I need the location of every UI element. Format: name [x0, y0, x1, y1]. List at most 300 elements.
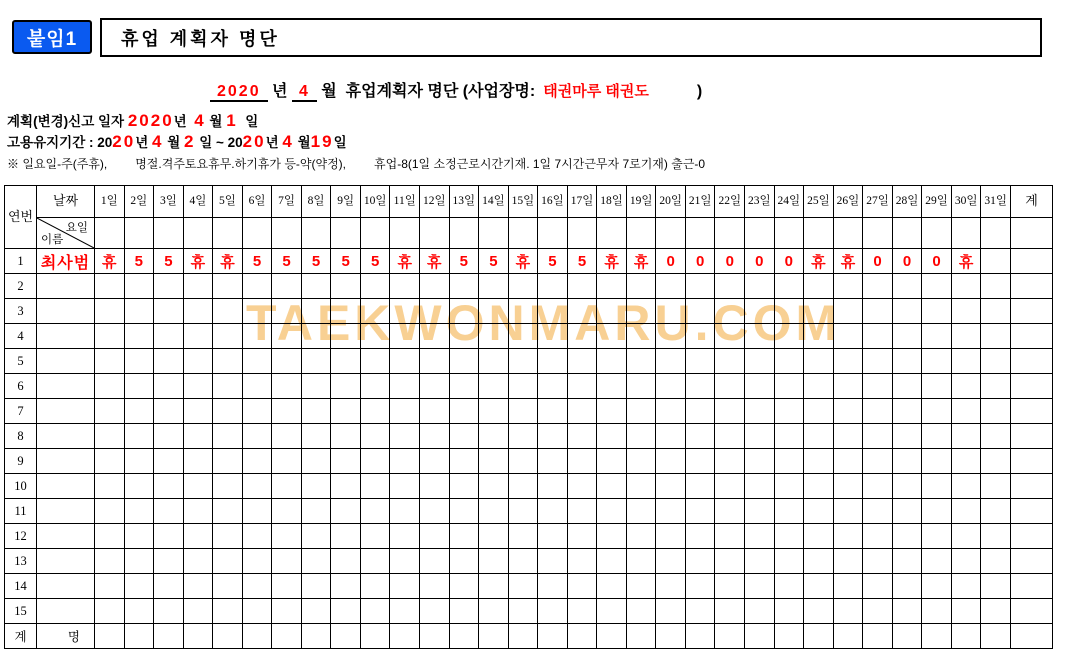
- day-value-cell: [685, 374, 715, 399]
- weekday-cell: [685, 218, 715, 249]
- day-value-cell: [922, 424, 952, 449]
- employee-name: [37, 524, 95, 549]
- day-value-cell: [567, 474, 597, 499]
- day-value-cell: [567, 449, 597, 474]
- table-row: [5, 399, 1053, 424]
- day-value-cell: [656, 549, 686, 574]
- day-value-cell: [360, 324, 390, 349]
- total-day-cell: [508, 624, 538, 649]
- total-day-cell: [863, 624, 893, 649]
- day-value-cell: [685, 499, 715, 524]
- day-value-cell: 0: [745, 249, 775, 274]
- day-value-cell: [360, 549, 390, 574]
- day-value-cell: [360, 524, 390, 549]
- day-value-cell: [420, 274, 450, 299]
- day-value-cell: [213, 324, 243, 349]
- day-value-cell: [479, 424, 509, 449]
- day-value-cell: 휴: [95, 249, 125, 274]
- day-value-cell: [154, 274, 184, 299]
- header-day-17: 17일: [567, 186, 597, 218]
- day-value-cell: [567, 524, 597, 549]
- day-value-cell: 5: [272, 249, 302, 274]
- employee-name: [37, 274, 95, 299]
- weekday-cell: [951, 218, 981, 249]
- day-value-cell: [331, 499, 361, 524]
- day-value-cell: [124, 524, 154, 549]
- row-number: 13: [5, 549, 37, 574]
- day-value-cell: [213, 424, 243, 449]
- weekday-cell: [331, 218, 361, 249]
- day-value-cell: [597, 549, 627, 574]
- day-value-cell: [213, 524, 243, 549]
- watermark: TAEKWONMARU.COM: [246, 295, 842, 351]
- day-value-cell: [154, 399, 184, 424]
- day-value-cell: [242, 324, 272, 349]
- day-value-cell: [213, 349, 243, 374]
- header-day-18: 18일: [597, 186, 627, 218]
- header-day-2: 2일: [124, 186, 154, 218]
- header-day-26: 26일: [833, 186, 863, 218]
- day-value-cell: [183, 574, 213, 599]
- main-title-year: 2020: [210, 83, 268, 102]
- day-value-cell: [626, 399, 656, 424]
- day-value-cell: [479, 599, 509, 624]
- day-value-cell: [567, 374, 597, 399]
- day-value-cell: [301, 274, 331, 299]
- weekday-cell: [804, 218, 834, 249]
- total-day-cell: [242, 624, 272, 649]
- total-day-cell: [597, 624, 627, 649]
- day-value-cell: [922, 549, 952, 574]
- day-value-cell: [892, 399, 922, 424]
- day-value-cell: [154, 574, 184, 599]
- day-value-cell: [597, 299, 627, 324]
- day-value-cell: [420, 524, 450, 549]
- day-value-cell: [981, 299, 1011, 324]
- weekday-cell: [892, 218, 922, 249]
- day-value-cell: [804, 374, 834, 399]
- weekday-cell: [272, 218, 302, 249]
- table-row: [5, 299, 1053, 324]
- total-day-cell: [301, 624, 331, 649]
- day-value-cell: [892, 549, 922, 574]
- day-value-cell: [479, 474, 509, 499]
- day-value-cell: 휴: [508, 249, 538, 274]
- day-value-cell: [833, 524, 863, 549]
- day-value-cell: [272, 599, 302, 624]
- row-total-cell: [1011, 549, 1053, 574]
- row-total-cell: [1011, 499, 1053, 524]
- day-value-cell: [715, 399, 745, 424]
- day-value-cell: [390, 324, 420, 349]
- day-value-cell: [715, 474, 745, 499]
- day-value-cell: [656, 324, 686, 349]
- day-value-cell: [656, 499, 686, 524]
- header-day-4: 4일: [183, 186, 213, 218]
- day-value-cell: [597, 574, 627, 599]
- day-value-cell: [567, 499, 597, 524]
- day-value-cell: [597, 474, 627, 499]
- report-month-suffix: 월: [205, 114, 227, 129]
- day-value-cell: [774, 599, 804, 624]
- day-value-cell: [804, 499, 834, 524]
- day-value-cell: [892, 449, 922, 474]
- day-value-cell: [124, 449, 154, 474]
- day-value-cell: [331, 324, 361, 349]
- row-total-cell: [1011, 399, 1053, 424]
- day-value-cell: [420, 374, 450, 399]
- weekday-cell: [597, 218, 627, 249]
- day-value-cell: [183, 274, 213, 299]
- day-value-cell: [715, 324, 745, 349]
- day-value-cell: [922, 374, 952, 399]
- day-value-cell: [597, 524, 627, 549]
- weekday-cell: [626, 218, 656, 249]
- employee-name: [37, 549, 95, 574]
- day-value-cell: [951, 549, 981, 574]
- day-value-cell: 5: [538, 249, 568, 274]
- day-value-cell: [951, 349, 981, 374]
- day-value-cell: [360, 399, 390, 424]
- day-value-cell: [715, 374, 745, 399]
- header-day-3: 3일: [154, 186, 184, 218]
- day-value-cell: [745, 549, 775, 574]
- day-value-cell: [301, 574, 331, 599]
- day-value-cell: [538, 299, 568, 324]
- header-day-16: 16일: [538, 186, 568, 218]
- day-value-cell: [685, 599, 715, 624]
- day-value-cell: [804, 299, 834, 324]
- day-value-cell: [804, 474, 834, 499]
- total-day-cell: [479, 624, 509, 649]
- total-day-cell: [715, 624, 745, 649]
- weekday-cell: [863, 218, 893, 249]
- day-value-cell: [538, 599, 568, 624]
- day-value-cell: [833, 399, 863, 424]
- weekday-cell: [745, 218, 775, 249]
- day-value-cell: [213, 399, 243, 424]
- day-value-cell: [951, 299, 981, 324]
- weekday-cell: [154, 218, 184, 249]
- day-value-cell: [95, 449, 125, 474]
- day-value-cell: [656, 599, 686, 624]
- row-number: 8: [5, 424, 37, 449]
- name-label: 이름: [41, 234, 64, 246]
- day-value-cell: [124, 274, 154, 299]
- day-value-cell: [597, 349, 627, 374]
- employee-name: [37, 449, 95, 474]
- day-value-cell: [390, 549, 420, 574]
- weekday-cell: [242, 218, 272, 249]
- day-value-cell: [213, 374, 243, 399]
- day-value-cell: [833, 349, 863, 374]
- day-value-cell: [981, 374, 1011, 399]
- day-value-cell: [183, 499, 213, 524]
- day-value-cell: [597, 374, 627, 399]
- period-sy-suffix: 년: [135, 135, 152, 150]
- weekday-cell: [479, 218, 509, 249]
- day-value-cell: [685, 274, 715, 299]
- total-day-cell: [745, 624, 775, 649]
- day-value-cell: [213, 574, 243, 599]
- day-value-cell: 0: [715, 249, 745, 274]
- day-value-cell: [508, 299, 538, 324]
- day-value-cell: [567, 549, 597, 574]
- day-value-cell: [272, 499, 302, 524]
- day-value-cell: [745, 274, 775, 299]
- total-day-cell: [124, 624, 154, 649]
- day-value-cell: 5: [301, 249, 331, 274]
- day-value-cell: [626, 299, 656, 324]
- total-day-cell: [420, 624, 450, 649]
- day-value-cell: [449, 299, 479, 324]
- day-value-cell: [508, 449, 538, 474]
- row-total-cell: [1011, 574, 1053, 599]
- doc-title: 휴업 계획자 명단: [121, 28, 280, 49]
- row-number: 11: [5, 499, 37, 524]
- day-value-cell: [715, 549, 745, 574]
- day-value-cell: [715, 574, 745, 599]
- row-total-cell: [1011, 474, 1053, 499]
- day-value-cell: [301, 349, 331, 374]
- day-value-cell: [863, 449, 893, 474]
- day-value-cell: 5: [449, 249, 479, 274]
- day-value-cell: [183, 299, 213, 324]
- day-value-cell: 5: [360, 249, 390, 274]
- day-value-cell: [833, 299, 863, 324]
- day-value-cell: [301, 524, 331, 549]
- day-value-cell: [95, 524, 125, 549]
- day-value-cell: [833, 474, 863, 499]
- day-value-cell: [508, 399, 538, 424]
- table-row: [5, 449, 1053, 474]
- day-value-cell: [685, 549, 715, 574]
- day-value-cell: [95, 549, 125, 574]
- day-value-cell: [626, 374, 656, 399]
- period-start-month: 4: [151, 132, 164, 151]
- day-value-cell: [242, 499, 272, 524]
- day-value-cell: [479, 324, 509, 349]
- day-value-cell: [95, 399, 125, 424]
- weekday-cell: [656, 218, 686, 249]
- day-value-cell: [804, 549, 834, 574]
- day-value-cell: [301, 424, 331, 449]
- day-value-cell: 휴: [183, 249, 213, 274]
- day-value-cell: [479, 374, 509, 399]
- day-value-cell: 휴: [213, 249, 243, 274]
- day-value-cell: [685, 524, 715, 549]
- header-day-21: 21일: [685, 186, 715, 218]
- period-label: 고용유지기간 : 20: [7, 135, 113, 150]
- day-value-cell: [331, 574, 361, 599]
- day-value-cell: [213, 449, 243, 474]
- weekday-cell: [360, 218, 390, 249]
- day-value-cell: [626, 424, 656, 449]
- day-value-cell: [567, 574, 597, 599]
- day-value-cell: [449, 274, 479, 299]
- day-value-cell: [626, 274, 656, 299]
- day-value-cell: 0: [892, 249, 922, 274]
- day-value-cell: [449, 499, 479, 524]
- day-value-cell: [656, 574, 686, 599]
- day-value-cell: [213, 274, 243, 299]
- day-value-cell: [508, 574, 538, 599]
- row-total-cell: [1011, 599, 1053, 624]
- header-day-23: 23일: [745, 186, 775, 218]
- report-label: 계획(변경)신고 일자: [7, 114, 128, 129]
- day-value-cell: 0: [774, 249, 804, 274]
- day-value-cell: [301, 474, 331, 499]
- day-value-cell: [863, 349, 893, 374]
- day-value-cell: [242, 399, 272, 424]
- day-value-cell: [360, 599, 390, 624]
- day-value-cell: [272, 349, 302, 374]
- day-value-cell: [922, 599, 952, 624]
- row-number: 3: [5, 299, 37, 324]
- day-value-cell: [154, 524, 184, 549]
- day-value-cell: [656, 449, 686, 474]
- day-value-cell: [804, 524, 834, 549]
- day-value-cell: [449, 399, 479, 424]
- day-value-cell: [272, 574, 302, 599]
- day-value-cell: [626, 324, 656, 349]
- day-value-cell: [508, 349, 538, 374]
- total-day-cell: [390, 624, 420, 649]
- day-value-cell: [272, 324, 302, 349]
- day-value-cell: [774, 499, 804, 524]
- day-value-cell: [154, 299, 184, 324]
- business-name: 태권마루 태권도: [543, 83, 649, 100]
- day-value-cell: [124, 474, 154, 499]
- weekday-cell: [183, 218, 213, 249]
- total-day-cell: [567, 624, 597, 649]
- day-value-cell: [360, 424, 390, 449]
- day-value-cell: [390, 474, 420, 499]
- day-value-cell: [656, 474, 686, 499]
- day-value-cell: [745, 499, 775, 524]
- header-day-29: 29일: [922, 186, 952, 218]
- employee-name: [37, 399, 95, 424]
- row-number: 5: [5, 349, 37, 374]
- day-value-cell: [774, 324, 804, 349]
- day-value-cell: [360, 474, 390, 499]
- day-value-cell: [922, 274, 952, 299]
- day-value-cell: [508, 374, 538, 399]
- day-value-cell: [656, 274, 686, 299]
- table-row: [5, 349, 1053, 374]
- day-value-cell: [863, 324, 893, 349]
- day-value-cell: [626, 574, 656, 599]
- day-value-cell: [272, 424, 302, 449]
- report-month: 4: [194, 111, 206, 130]
- header-day-31: 31일: [981, 186, 1011, 218]
- day-value-cell: [154, 424, 184, 449]
- report-day: 1: [226, 111, 238, 130]
- day-value-cell: [272, 474, 302, 499]
- day-value-cell: [360, 499, 390, 524]
- weekday-cell: [715, 218, 745, 249]
- name-weekday-cell: [37, 218, 95, 249]
- total-day-cell: [951, 624, 981, 649]
- weekday-cell: [95, 218, 125, 249]
- day-value-cell: [715, 299, 745, 324]
- day-value-cell: [863, 299, 893, 324]
- day-value-cell: [774, 399, 804, 424]
- employee-name: [37, 374, 95, 399]
- day-value-cell: 5: [242, 249, 272, 274]
- day-value-cell: [892, 299, 922, 324]
- day-value-cell: [449, 474, 479, 499]
- day-value-cell: [981, 349, 1011, 374]
- day-value-cell: [656, 374, 686, 399]
- day-value-cell: [597, 599, 627, 624]
- period-end-year: 20: [242, 132, 266, 151]
- weekday-cell: [508, 218, 538, 249]
- day-value-cell: 휴: [804, 249, 834, 274]
- total-day-cell: [213, 624, 243, 649]
- day-value-cell: [154, 599, 184, 624]
- day-value-cell: [124, 574, 154, 599]
- employee-name: [37, 324, 95, 349]
- day-value-cell: [95, 299, 125, 324]
- day-value-cell: [95, 374, 125, 399]
- table-row: [5, 474, 1053, 499]
- day-value-cell: [390, 299, 420, 324]
- day-value-cell: [301, 299, 331, 324]
- day-value-cell: [951, 449, 981, 474]
- day-value-cell: [685, 399, 715, 424]
- day-value-cell: [331, 424, 361, 449]
- day-value-cell: [745, 324, 775, 349]
- main-title-paren: ): [696, 83, 703, 100]
- day-value-cell: [863, 424, 893, 449]
- day-value-cell: [951, 499, 981, 524]
- header-day-19: 19일: [626, 186, 656, 218]
- day-value-cell: [479, 299, 509, 324]
- day-value-cell: [360, 449, 390, 474]
- day-value-cell: [951, 424, 981, 449]
- day-value-cell: [420, 399, 450, 424]
- day-value-cell: [892, 474, 922, 499]
- day-value-cell: [981, 574, 1011, 599]
- employee-name: [37, 299, 95, 324]
- day-value-cell: [242, 574, 272, 599]
- legend-sunday: ※ 일요일-주(주휴),: [7, 157, 108, 171]
- row-number: 7: [5, 399, 37, 424]
- day-value-cell: [360, 274, 390, 299]
- day-value-cell: [479, 574, 509, 599]
- header-day-7: 7일: [272, 186, 302, 218]
- day-value-cell: [745, 299, 775, 324]
- day-value-cell: [183, 399, 213, 424]
- header-day-11: 11일: [390, 186, 420, 218]
- row-total-cell: [1011, 349, 1053, 374]
- day-value-cell: [420, 424, 450, 449]
- day-value-cell: [449, 324, 479, 349]
- day-value-cell: [242, 524, 272, 549]
- day-value-cell: [922, 399, 952, 424]
- day-value-cell: [479, 549, 509, 574]
- day-value-cell: [449, 374, 479, 399]
- report-year-suffix: 년: [173, 114, 195, 129]
- header-row-days: [5, 186, 1053, 218]
- weekday-cell: [390, 218, 420, 249]
- day-value-cell: [685, 424, 715, 449]
- weekday-cell: [922, 218, 952, 249]
- day-value-cell: [183, 324, 213, 349]
- row-number: 1: [5, 249, 37, 274]
- employee-name: [37, 599, 95, 624]
